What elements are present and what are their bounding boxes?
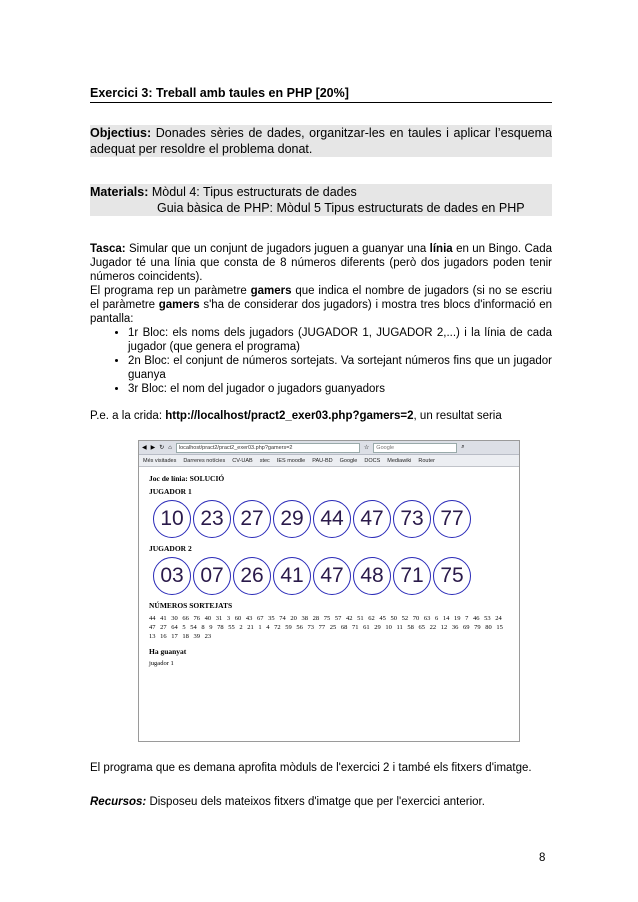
star-icon[interactable]: ☆ <box>363 445 370 451</box>
home-icon[interactable]: ⌂ <box>168 444 172 451</box>
blocks-list <box>90 326 552 396</box>
gamers-param-1: gamers <box>250 285 292 297</box>
bingo-ball: 48 <box>353 557 391 595</box>
bingo-ball: 03 <box>153 557 191 595</box>
player-1-label: JUGADOR 1 <box>149 487 192 496</box>
browser-toolbar <box>139 441 519 455</box>
bookmark-item[interactable]: DOCS <box>364 457 381 464</box>
example-line <box>90 409 552 423</box>
bingo-ball: 10 <box>153 500 191 538</box>
winner-title: Ha guanyat <box>149 647 187 656</box>
resources-label: Recursos: <box>90 796 147 808</box>
task-section <box>90 242 552 396</box>
bingo-ball: 47 <box>313 557 351 595</box>
bookmark-item[interactable]: stec <box>259 457 270 464</box>
drawn-numbers-title: NÚMEROS SORTEJATS <box>149 601 233 610</box>
search-icon[interactable]: ⌕ <box>461 444 465 450</box>
after-paragraph: El programa que es demana aprofita mòduls de l'exercici 2 i també els fitxers d'imatge. <box>90 762 532 774</box>
page-number: 8 <box>539 852 546 864</box>
task-text-1: Simular que un conjunt de jugadors juguen a guanyar una <box>125 243 430 255</box>
reload-icon[interactable]: ↻ <box>159 445 165 451</box>
bingo-ball: 27 <box>233 500 271 538</box>
browser-page-content <box>139 467 519 671</box>
bookmark-item[interactable]: PAU-BD <box>312 457 333 464</box>
bookmark-item[interactable]: IES moodle <box>276 457 306 464</box>
forward-icon[interactable]: ▶ <box>150 445 156 451</box>
bingo-ball: 73 <box>393 500 431 538</box>
list-item: • 2n Bloc: el conjunt de números sortejats. Va sortejant números fins que un jugador guanya <box>128 354 552 382</box>
page-title: Joc de línia: SOLUCIÓ <box>149 474 225 483</box>
player-1-balls <box>153 500 509 538</box>
exercise-title: Exercici 3: Treball amb taules en PHP [20%] <box>90 86 552 103</box>
bookmark-item[interactable]: Més visitades <box>143 457 177 464</box>
example-suffix: , un resultat seria <box>413 410 502 422</box>
task-paragraph-1 <box>90 242 552 284</box>
objectives-label: Objectius: <box>90 126 152 140</box>
materials-label: Materials: <box>90 185 149 199</box>
bingo-ball: 47 <box>353 500 391 538</box>
objectives-text: Donades sèries de dades, organitzar-les en taules i aplicar l’esquema adequat per resoldre el problema donat. <box>90 126 552 156</box>
task-p2-a: El programa rep un paràmetre <box>90 285 251 297</box>
task-p2-c: s'ha de considerar dos jugadors) i mostra tres blocs d'informació en pantalla: <box>90 299 552 325</box>
bookmarks-bar <box>139 455 519 467</box>
bingo-ball: 23 <box>193 500 231 538</box>
example-url: http://localhost/pract2_exer03.php?gamers=2 <box>165 410 414 422</box>
player-2-balls <box>153 557 509 595</box>
search-input[interactable]: Google <box>373 443 457 453</box>
bookmark-item[interactable]: Darreres notícies <box>183 457 226 464</box>
materials-box <box>90 184 552 216</box>
list-item: • 3r Bloc: el nom del jugador o jugadors guanyadors <box>128 382 552 396</box>
back-icon[interactable]: ◀ <box>142 445 147 451</box>
address-bar[interactable]: localhost/pract2/pract2_exer03.php?gamers=2 <box>176 443 360 453</box>
resources-text: Disposeu dels mateixos fitxers d'imatge que per l'exercici anterior. <box>146 796 485 808</box>
bingo-ball: 71 <box>393 557 431 595</box>
objectives-box <box>90 125 552 157</box>
bingo-ball: 29 <box>273 500 311 538</box>
bookmark-item[interactable]: CV-UAB <box>232 457 253 464</box>
task-paragraph-2 <box>90 284 552 326</box>
materials-line-1: Mòdul 4: Tipus estructurats de dades <box>148 185 357 199</box>
task-p2-b: que indica el nombre de jugadors (si no se escriu el paràmetre <box>90 285 552 311</box>
bingo-ball: 07 <box>193 557 231 595</box>
drawn-numbers: 44 41 30 66 76 40 31 3 60 43 67 35 74 20 38 28 75 57 42 51 62 45 50 52 70 63 6 14 19 7 46 53 24 47 27 64 5 54 8 9 78 55 2 21 1 4 72 59 56 73 77 25 68 71 61 29 10 11 58 65 22 12 36 69 79 80 15 13 16 17 18 39 23 <box>149 615 503 640</box>
bookmark-item[interactable]: Router <box>418 457 435 464</box>
list-item: • 1r Bloc: els noms dels jugadors (JUGADOR 1, JUGADOR 2,...) i la línia de cada jugador (que genera el programa) <box>128 326 552 354</box>
bingo-ball: 44 <box>313 500 351 538</box>
bookmark-item[interactable]: Mediawiki <box>387 457 412 464</box>
resources-paragraph <box>90 795 552 809</box>
task-linia-word: línia <box>429 243 453 255</box>
bingo-ball: 26 <box>233 557 271 595</box>
browser-screenshot <box>138 440 520 742</box>
bingo-ball: 75 <box>433 557 471 595</box>
bingo-ball: 77 <box>433 500 471 538</box>
winner-name: jugador 1 <box>149 660 174 667</box>
materials-line-2: Guia bàsica de PHP: Mòdul 5 Tipus estructurats de dades en PHP <box>157 201 525 215</box>
task-label: Tasca: <box>90 243 126 255</box>
task-text-2: en un Bingo. Cada Jugador té una línia que consta de 8 números diferents (però dos jugadors poden tenir números coincidents). <box>90 243 552 283</box>
example-prefix: P.e. a la crida: <box>90 410 166 422</box>
bingo-ball: 41 <box>273 557 311 595</box>
player-2-label: JUGADOR 2 <box>149 544 192 553</box>
gamers-param-2: gamers <box>158 299 200 311</box>
bookmark-item[interactable]: Google <box>339 457 358 464</box>
